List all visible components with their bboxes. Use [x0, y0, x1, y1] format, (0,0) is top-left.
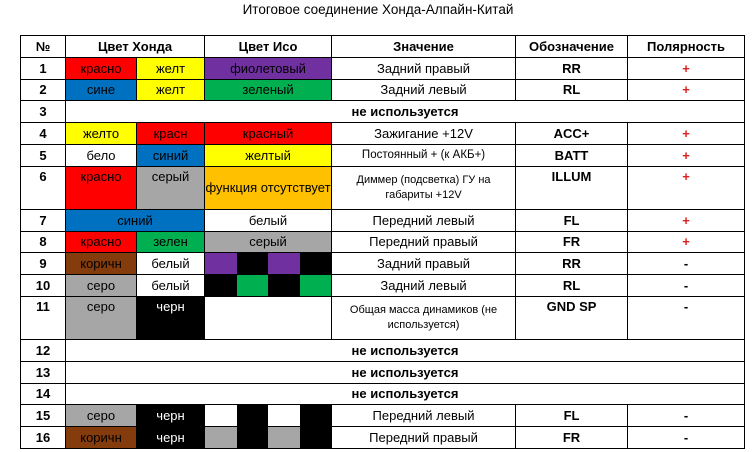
violet-black-swatch — [205, 253, 331, 274]
designation-cell: RR — [516, 57, 628, 79]
white-black-swatch — [205, 405, 331, 426]
table-row — [21, 231, 745, 253]
iso-color-swatch — [205, 253, 332, 275]
iso-color: функция отсутствует — [205, 166, 332, 209]
table-row — [21, 79, 745, 101]
table-row — [21, 275, 745, 297]
black-segment — [237, 405, 269, 426]
iso-color-swatch — [205, 405, 332, 427]
iso-color-swatch — [205, 427, 332, 449]
header-honda-color: Цвет Хонда — [66, 36, 205, 58]
black-segment — [237, 253, 269, 274]
unused-label: не используется — [66, 339, 745, 361]
table-row — [21, 405, 745, 427]
meaning-cell: Задний правый — [332, 57, 516, 79]
header-iso-color: Цвет Исо — [205, 36, 332, 58]
polarity-cell: + — [628, 166, 745, 209]
polarity-cell: + — [628, 79, 745, 101]
meaning-cell: Диммер (подсветка) ГУ на габариты +12V — [332, 166, 516, 209]
polarity-cell: + — [628, 123, 745, 145]
meaning-cell: Задний левый — [332, 275, 516, 297]
green-black-swatch — [205, 275, 331, 296]
header-polarity: Полярность — [628, 36, 745, 58]
honda-color-1: сине — [66, 79, 137, 101]
honda-color-1: бело — [66, 144, 137, 166]
table-row — [21, 427, 745, 449]
table-row — [21, 57, 745, 79]
row-number: 3 — [21, 101, 66, 123]
honda-color-2: синий — [137, 144, 205, 166]
meaning-cell: Передний левый — [332, 405, 516, 427]
polarity-cell: + — [628, 231, 745, 253]
row-number: 7 — [21, 209, 66, 231]
iso-color-empty — [205, 296, 332, 339]
honda-color-2: красн — [137, 123, 205, 145]
iso-color: зеленый — [205, 79, 332, 101]
table-row — [21, 253, 745, 275]
polarity-cell: - — [628, 296, 745, 339]
iso-color: красный — [205, 123, 332, 145]
gray-segment — [268, 427, 300, 448]
designation-cell: ILLUM — [516, 166, 628, 209]
designation-cell: RL — [516, 275, 628, 297]
green-segment — [237, 275, 269, 296]
black-segment — [300, 405, 332, 426]
table-row — [21, 101, 745, 123]
unused-label: не используется — [66, 101, 745, 123]
row-number: 15 — [21, 405, 66, 427]
honda-color-1: серо — [66, 405, 137, 427]
table-row — [21, 296, 745, 339]
row-number: 1 — [21, 57, 66, 79]
meaning-cell: Задний левый — [332, 79, 516, 101]
honda-color-single: синий — [66, 209, 205, 231]
meaning-cell: Передний правый — [332, 231, 516, 253]
table-row — [21, 383, 745, 405]
honda-color-2: зелен — [137, 231, 205, 253]
unused-label: не используется — [66, 361, 745, 383]
green-segment — [300, 275, 332, 296]
table-row — [21, 361, 745, 383]
honda-color-2: белый — [137, 253, 205, 275]
polarity-cell: + — [628, 209, 745, 231]
table-row — [21, 209, 745, 231]
honda-color-1: серо — [66, 275, 137, 297]
designation-cell: FR — [516, 231, 628, 253]
black-segment — [205, 275, 237, 296]
designation-cell: ACC+ — [516, 123, 628, 145]
black-segment — [268, 275, 300, 296]
polarity-cell: - — [628, 253, 745, 275]
row-number: 16 — [21, 427, 66, 449]
table-row — [21, 339, 745, 361]
header-row — [21, 36, 745, 58]
honda-color-2: желт — [137, 79, 205, 101]
meaning-cell: Передний правый — [332, 427, 516, 449]
designation-cell: GND SP — [516, 296, 628, 339]
gray-segment — [205, 427, 237, 448]
honda-color-1: красно — [66, 231, 137, 253]
meaning-cell: Общая масса динамиков (не используется) — [332, 296, 516, 339]
honda-color-2: черн — [137, 296, 205, 339]
table-row — [21, 144, 745, 166]
iso-color: белый — [205, 209, 332, 231]
row-number: 10 — [21, 275, 66, 297]
honda-color-1: красно — [66, 57, 137, 79]
header-designation: Обозначение — [516, 36, 628, 58]
black-segment — [300, 253, 332, 274]
honda-color-1: коричн — [66, 253, 137, 275]
meaning-cell: Задний правый — [332, 253, 516, 275]
header-meaning: Значение — [332, 36, 516, 58]
meaning-cell: Зажигание +12V — [332, 123, 516, 145]
polarity-cell: - — [628, 427, 745, 449]
header-num: № — [21, 36, 66, 58]
table-row — [21, 123, 745, 145]
polarity-cell: + — [628, 144, 745, 166]
polarity-cell: - — [628, 405, 745, 427]
designation-cell: RL — [516, 79, 628, 101]
designation-cell: FR — [516, 427, 628, 449]
honda-color-2: серый — [137, 166, 205, 209]
honda-color-1: красно — [66, 166, 137, 209]
meaning-cell: Постоянный + (к АКБ+) — [332, 144, 516, 166]
polarity-cell: - — [628, 275, 745, 297]
violet-segment — [268, 253, 300, 274]
honda-color-2: белый — [137, 275, 205, 297]
black-segment — [237, 427, 269, 448]
iso-color-swatch — [205, 275, 332, 297]
unused-label: не используется — [66, 383, 745, 405]
row-number: 13 — [21, 361, 66, 383]
iso-color: желтый — [205, 144, 332, 166]
honda-color-1: коричн — [66, 427, 137, 449]
designation-cell: RR — [516, 253, 628, 275]
designation-cell: FL — [516, 209, 628, 231]
designation-cell: FL — [516, 405, 628, 427]
row-number: 2 — [21, 79, 66, 101]
violet-segment — [205, 253, 237, 274]
table-row — [21, 166, 745, 209]
meaning-cell: Передний левый — [332, 209, 516, 231]
honda-color-2: черн — [137, 405, 205, 427]
wiring-table — [20, 35, 745, 449]
black-segment — [300, 427, 332, 448]
white-segment — [268, 405, 300, 426]
page-title: Итоговое соединение Хонда-Алпайн-Китай — [242, 2, 514, 17]
row-number: 11 — [21, 296, 66, 339]
row-number: 8 — [21, 231, 66, 253]
polarity-cell: + — [628, 57, 745, 79]
row-number: 5 — [21, 144, 66, 166]
iso-color: серый — [205, 231, 332, 253]
gray-black-swatch — [205, 427, 331, 448]
row-number: 4 — [21, 123, 66, 145]
row-number: 14 — [21, 383, 66, 405]
white-segment — [205, 405, 237, 426]
honda-color-1: желто — [66, 123, 137, 145]
designation-cell: BATT — [516, 144, 628, 166]
row-number: 12 — [21, 339, 66, 361]
row-number: 9 — [21, 253, 66, 275]
honda-color-2: черн — [137, 427, 205, 449]
honda-color-1: серо — [66, 296, 137, 339]
iso-color: фиолетовый — [205, 57, 332, 79]
honda-color-2: желт — [137, 57, 205, 79]
row-number: 6 — [21, 166, 66, 209]
